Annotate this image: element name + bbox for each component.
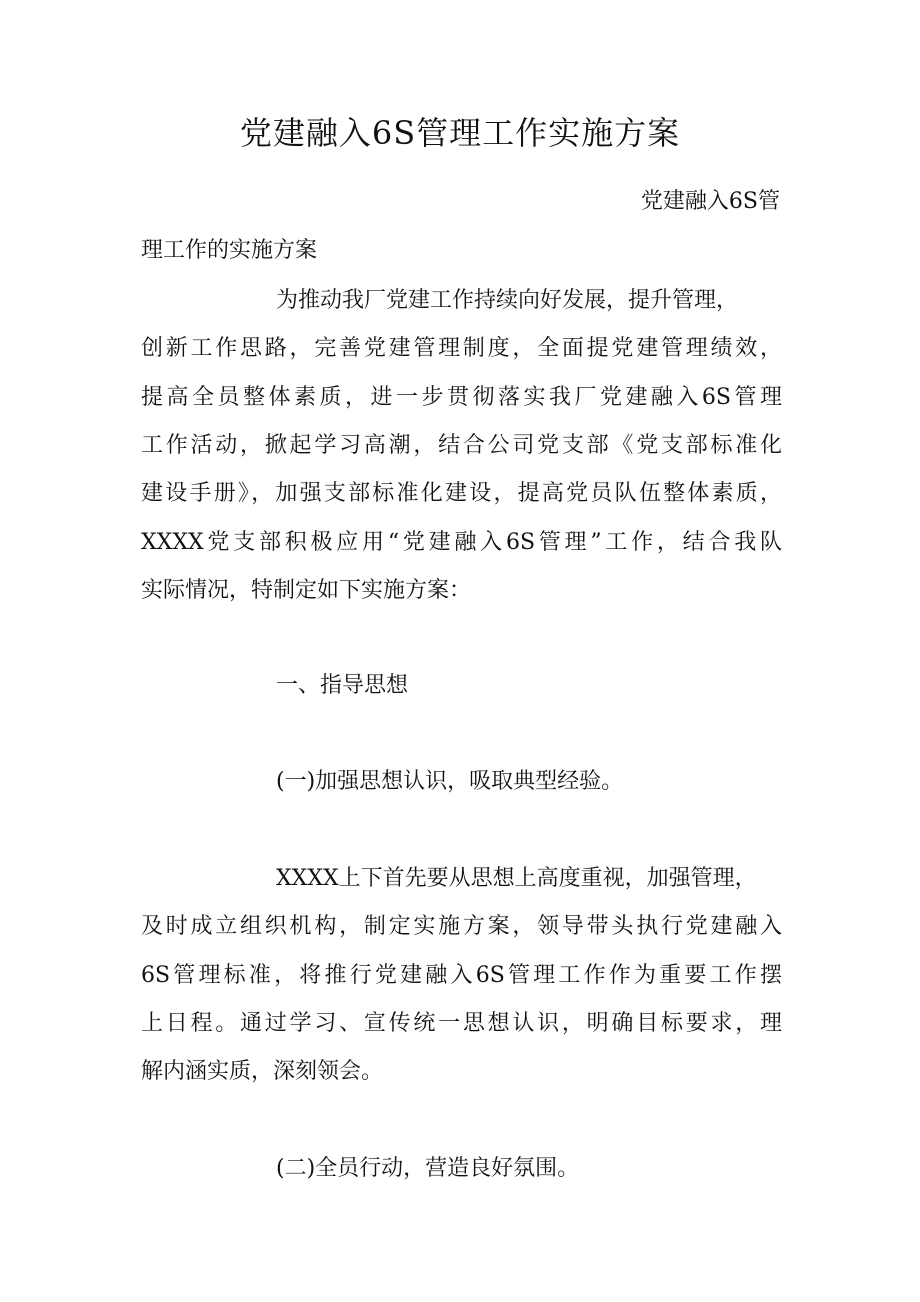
- paragraph-one-line-5: 解内涵实质，深刻领会。: [141, 1059, 384, 1084]
- document-title: 党建融入6S管理工作实施方案: [239, 114, 681, 152]
- subtitle-line-1: 党建融入6S管: [640, 189, 780, 214]
- intro-line-6: XXXX党支部积极应用“党建融入6S管理”工作，结合我队: [141, 530, 782, 555]
- intro-line-2: 创新工作思路，完善党建管理制度，全面提党建管理绩效，: [141, 336, 782, 361]
- paragraph-one-line-1: XXXX上下首先要从思想上高度重视，加强管理，: [276, 866, 757, 891]
- intro-line-1: 为推动我厂党建工作持续向好发展，提升管理，: [276, 288, 739, 313]
- subtitle-line-2: 理工作的实施方案: [141, 238, 318, 263]
- intro-line-3: 提高全员整体素质，进一步贯彻落实我厂党建融入6S管理: [141, 385, 782, 410]
- paragraph-one-line-3: 6S管理标准，将推行党建融入6S管理工作作为重要工作摆: [141, 963, 782, 988]
- paragraph-one-line-2: 及时成立组织机构，制定实施方案，领导带头执行党建融入: [141, 914, 782, 939]
- subsection-heading-one: (一)加强思想认识，吸取典型经验。: [276, 769, 624, 794]
- subsection-heading-two: (二)全员行动，营造良好氛围。: [276, 1156, 580, 1181]
- intro-line-5: 建设手册》，加强支部标准化建设，提高党员队伍整体素质，: [141, 481, 782, 506]
- paragraph-one-line-4: 上日程。通过学习、宣传统一思想认识，明确目标要求，理: [141, 1011, 782, 1036]
- section-heading-guiding-ideology: 一、指导思想: [276, 673, 409, 698]
- intro-line-4: 工作活动，掀起学习高潮，结合公司党支部《党支部标准化: [141, 433, 782, 458]
- intro-line-7: 实际情况，特制定如下实施方案：: [141, 578, 472, 603]
